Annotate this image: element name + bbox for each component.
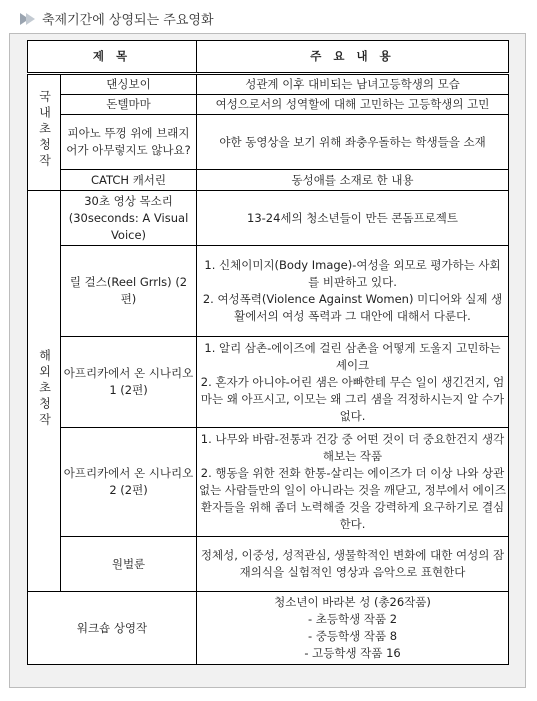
film-content: 1. 알리 삼촌-에이즈에 걸린 삼촌을 어떻게 도울지 고민하는 셰이크 2. 혼자가 아니야-어린 샘은 아빠한테 무슨 일이 생긴건지, 엄마는 왜 아프시고, 이모는 왜 그리 샘을 걱정하시는지 알 수가 없다. [197,337,509,428]
arrow-right-icon [20,13,36,25]
table-row [28,537,509,592]
film-title: 돈텔마마 [61,95,197,115]
table-row [28,191,509,246]
page-title: 축제기간에 상영되는 주요영화 [42,13,214,28]
header-content: 주 요 내 용 [197,41,509,74]
film-content: 야한 동영상을 보기 위해 좌충우돌하는 학생들을 소재 [197,115,509,170]
table-row [28,428,509,537]
film-title: 30초 영상 목소리 (30seconds: A Visual Voice) [61,191,197,246]
page-header [20,9,214,28]
table-row [28,592,509,665]
film-title: 원벌룬 [61,537,197,592]
film-title: CATCH 캐서린 [61,170,197,191]
category-foreign: 해외초청작 [28,191,61,592]
table-row [28,115,509,170]
film-content: 성관계 이후 대비되는 남녀고등학생의 모습 [197,74,509,95]
table-header-row [28,41,509,74]
film-title: 피아노 뚜껑 위에 브래지어가 아무렇지도 않나요? [61,115,197,170]
film-table [27,40,509,665]
film-content: 1. 신체이미지(Body Image)-여성을 외모로 평가하는 사회를 비판하고 있다. 2. 여성폭력(Violence Against Women) 미디어와 실제 생활에서의 여성 폭력과 그 대안에 대해서 다룬다. [197,246,509,337]
film-content: 13-24세의 청소년들이 만든 콘돔프로젝트 [197,191,509,246]
film-title: 릴 걸스(Reel Grrls) (2편) [61,246,197,337]
workshop-title: 워크숍 상영작 [28,592,197,665]
table-row [28,95,509,115]
film-content: 정체성, 이중성, 성적관심, 생물학적인 변화에 대한 여성의 잠재의식을 실험적인 영상과 음악으로 표현한다 [197,537,509,592]
film-content: 여성으로서의 성역할에 대해 고민하는 고등학생의 고민 [197,95,509,115]
workshop-content: 청소년이 바라본 성 (총26작품) - 초등학생 작품 2 - 중등학생 작품 8 - 고등학생 작품 16 [197,592,509,665]
table-row [28,170,509,191]
film-content: 동성애를 소재로 한 내용 [197,170,509,191]
film-title: 아프리카에서 온 시나리오 2 (2편) [61,428,197,537]
table-row [28,74,509,95]
table-row [28,246,509,337]
header-title: 제 목 [28,41,197,74]
table-row [28,337,509,428]
film-content: 1. 나무와 바람-전통과 건강 중 어떤 것이 더 중요한건지 생각해보는 작품 2. 행동을 위한 전화 한통-살리는 에이즈가 더 이상 나와 상관없는 사람들만의 일이 아니라는 것을 깨닫고, 정부에서 에이즈 환자들을 위해 좀더 노력해줄 것을 강력하게 요구하기로 결심한다. [197,428,509,537]
film-title: 댄싱보이 [61,74,197,95]
category-domestic: 국내초청작 [28,74,61,191]
film-title: 아프리카에서 온 시나리오 1 (2편) [61,337,197,428]
